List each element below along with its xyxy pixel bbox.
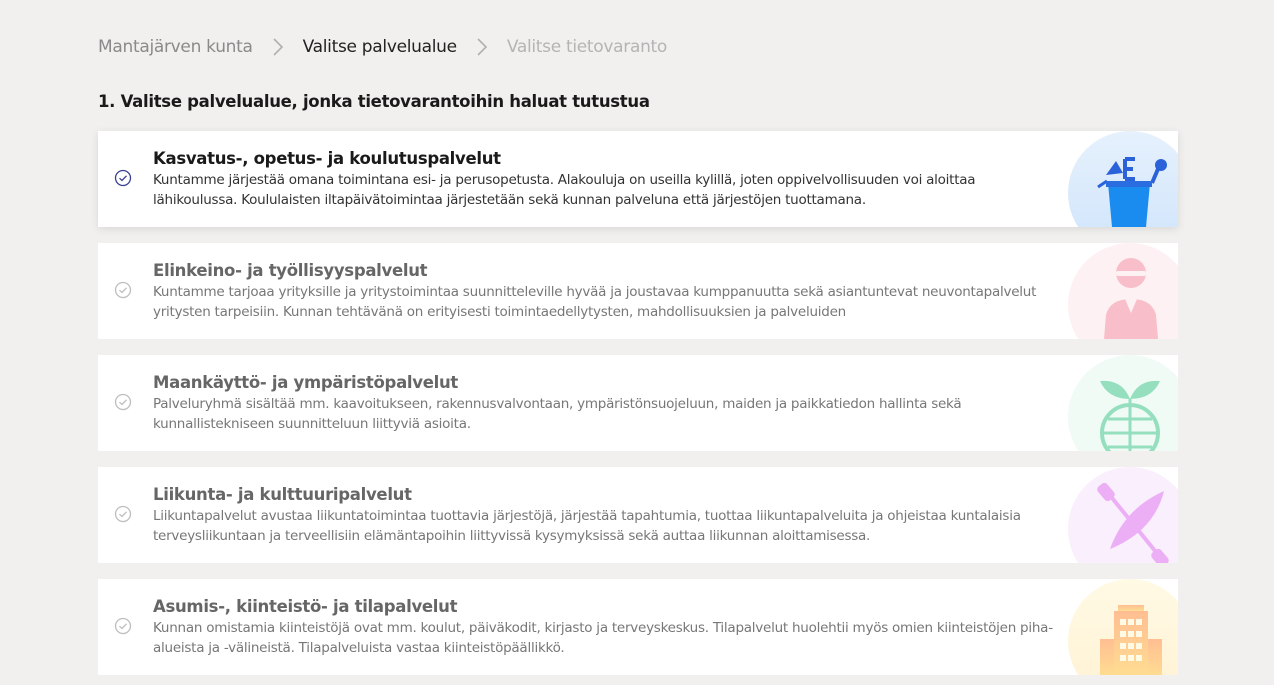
breadcrumb-service-area[interactable]: Valitse palvelualue bbox=[302, 37, 457, 57]
service-area-title: Elinkeino- ja työllisyyspalvelut bbox=[153, 261, 428, 280]
chevron-right-icon bbox=[266, 36, 290, 58]
businessperson-icon bbox=[1068, 243, 1178, 339]
service-area-title: Asumis-, kiinteistö- ja tilapalvelut bbox=[153, 597, 458, 616]
service-area-card-housing[interactable] bbox=[98, 579, 1178, 675]
globe-plant-icon bbox=[1068, 355, 1178, 451]
service-area-title: Kasvatus-, opetus- ja koulutuspalvelut bbox=[153, 149, 501, 168]
building-icon bbox=[1068, 579, 1178, 675]
service-area-description: Kuntamme tarjoaa yrityksille ja yritystoimintaa suunnitteleville hyvää ja joustavaa kumppanuutta sekä asiantuntevat neuvontapalvelut yritysten tarpeisiin. Kunnan tehtävänä on erityisesti toimintaedellytysten, mahdollisuuksien ja palveluiden bbox=[153, 284, 1037, 320]
breadcrumb bbox=[98, 36, 667, 58]
check-circle-icon bbox=[114, 505, 132, 523]
service-area-card-land-use[interactable] bbox=[98, 355, 1178, 451]
service-area-description: Kunnan omistamia kiinteistöjä ovat mm. koulut, päiväkodit, kirjasto ja terveyskeskus. Tilapalvelut huolehtii myös omien kiinteistöjen piha-alueista ja -välineistä. Tilapalveluista vastaa kiinteistöpäällikkö. bbox=[153, 620, 1053, 656]
service-area-card-education[interactable] bbox=[98, 131, 1178, 227]
service-area-title: Liikunta- ja kulttuuripalvelut bbox=[153, 485, 412, 504]
service-area-card-business[interactable] bbox=[98, 243, 1178, 339]
school-supplies-icon bbox=[1068, 131, 1178, 227]
check-circle-icon bbox=[114, 281, 132, 299]
check-circle-icon bbox=[114, 393, 132, 411]
service-area-list bbox=[98, 131, 1178, 685]
chevron-right-icon bbox=[470, 36, 494, 58]
breadcrumb-data-resource: Valitse tietovaranto bbox=[506, 37, 668, 57]
kayak-icon bbox=[1068, 467, 1178, 563]
page-title: 1. Valitse palvelualue, jonka tietovarantoihin haluat tutustua bbox=[98, 92, 650, 111]
check-circle-icon bbox=[114, 169, 132, 187]
breadcrumb-municipality[interactable]: Mantajärven kunta bbox=[98, 37, 253, 57]
service-area-description: Liikuntapalvelut avustaa liikuntatoimintaa tuottavia järjestöjä, järjestää tapahtumia, tuottaa liikuntapalveluita ja ohjeistaa kuntalaisia terveysliikuntaan ja terveellisiin elämäntapoihin liittyvissä kysymyksissä sekä auttaa liikunnan aloittamisessa. bbox=[153, 508, 1021, 544]
service-area-title: Maankäyttö- ja ympäristöpalvelut bbox=[153, 373, 458, 392]
service-area-description: Palveluryhmä sisältää mm. kaavoitukseen, rakennusvalvontaan, ympäristönsuojeluun, maiden ja paikkatiedon hallinta sekä kunnallistekniseen suunnitteluun liittyviä asioita. bbox=[153, 396, 962, 432]
service-area-description: Kuntamme järjestää omana toimintana esi- ja perusopetusta. Alakouluja on useilla kylillä, joten oppivelvollisuuden voi aloittaa lähikoulussa. Koululaisten iltapäivätoimintaa järjestetään sekä kunnan palveluna että järjestöjen tuottamana. bbox=[153, 172, 976, 208]
service-area-card-sports-culture[interactable] bbox=[98, 467, 1178, 563]
check-circle-icon bbox=[114, 617, 132, 635]
